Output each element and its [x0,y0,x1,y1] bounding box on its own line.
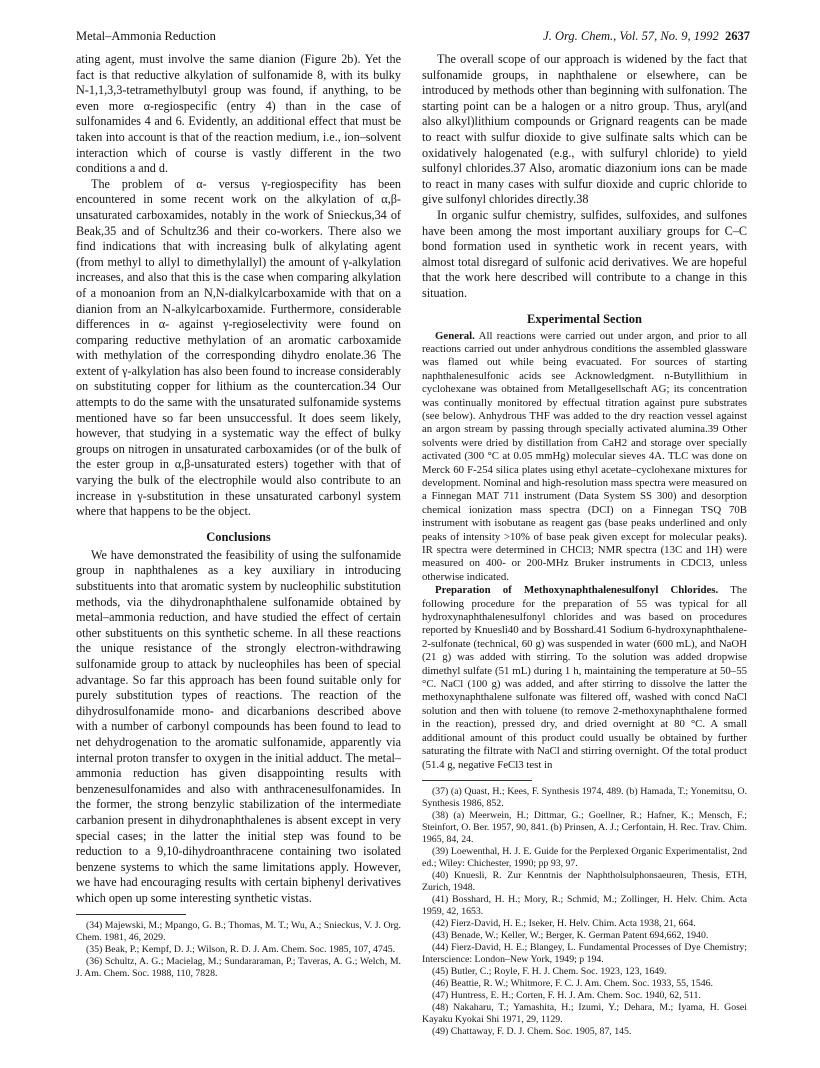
experimental-heading: Experimental Section [527,311,642,326]
footnote: (38) (a) Meerwein, H.; Dittmar, G.; Goellner, R.; Hafner, K.; Mensch, F.; Steinfort, O. Ber. 1957, 90, 841. (b) Prinsen, A. J.; Cerfontain, H. Rec. Trav. Chim. 1965, 84, 24. [422,809,747,845]
footnote: (34) Majewski, M.; Mpango, G. B.; Thomas, M. T.; Wu, A.; Snieckus, V. J. Org. Chem. 1981, 46, 2029. [76,920,401,944]
footnote: (42) Fierz-David, H. E.; Iseker, H. Helv. Chim. Acta 1938, 21, 664. [432,917,696,929]
footnote: (48) Nakaharu, T.; Yamashita, H.; Izumi, Y.; Dehara, M.; Iyama, H. Gosei Kayaku Kyokai Shi 1971, 29, 1129. [422,1001,747,1025]
body-paragraph: The overall scope of our approach is widened by the fact that sulfonamide groups, in naphthalene or elsewhere, can be introduced by methods other than beginning with sulfonation. The starting point can be a halogen or a nitro group. Thus, aryl(and also alkyl)lithium compounds or Grignard reagents can be made to react with sulfur dioxide to give sulfinate salts which can be oxidatively halogenated (e.g., with sulfuryl chloride) to yield sulfonyl chlorides.37 Also, aromatic diazonium ions can be made to react in many cases with sulfur dioxide and cupric chloride to give sulfonyl chlorides directly.38 [422,52,747,207]
right-column [422,52,747,1038]
general-label: General. [435,329,475,342]
general-paragraph [422,330,747,585]
footnote: (46) Beattie, R. W.; Whitmore, F. C. J. Am. Chem. Soc. 1933, 55, 1546. [432,977,713,989]
preparation-label: Preparation of Methoxynaphthalenesulfonyl Chlorides. [435,584,719,597]
footnote: (41) Bosshard, H. H.; Mory, R.; Schmid, M.; Zollinger, H. Helv. Chim. Acta 1959, 42, 1653. [422,893,747,917]
footnote: (49) Chattaway, F. D. J. Chem. Soc. 1905, 87, 145. [432,1025,632,1037]
preparation-text: The following procedure for the preparation of 55 was typical for all hydroxynaphthalenesulfonyl chlorides and was based on procedures reported by Knuesli40 and by Bosshard.41 Sodium 6-hydroxynaphthalene-2-sulfonate (technical, 60 g) was suspended in water (600 mL), and NaOH (21 g) was added with stirring. To the solution was added dropwise dimethyl sulfate (51 mL) during 1 h, maintaining the temperature at 50–55 °C. NaCl (100 g) was added, and after stirring to dissolve the latter the methoxynaphthalene sulfonate was filtered off, washed with concd NaCl solution and then with toluene (to remove 2-methoxynaphthalene formed in the reaction), pressed dry, and dried overnight at 80 °C. A small additional amount of this product could usually be obtained by further saturating the filtrate with NaCl and stirring overnight. Of the total product (51.4 g, negative FeCl3 test in [422,584,747,771]
footnote-divider [422,780,532,781]
footnote: (43) Benade, W.; Keller, W.; Berger, K. German Patent 694,662, 1940. [432,929,709,941]
footnote: (40) Knuesli, R. Zur Kenntnis der Naphtholsulphonsaeuren, Thesis, ETH, Zurich, 1948. [422,869,747,893]
footnote: (36) Schultz, A. G.; Macielag, M.; Sundararaman, P.; Taveras, A. G.; Welch, M. J. Am. Chem. Soc. 1988, 110, 7828. [76,956,401,980]
footnote: (39) Loewenthal, H. J. E. Guide for the Perplexed Organic Experimentalist, 2nd ed.; Wiley: Chichester, 1990; pp 93, 97. [422,845,747,869]
preparation-paragraph [422,584,747,772]
citation-text: J. Org. Chem., Vol. 57, No. 9, 1992 [543,29,719,43]
running-title: Metal–Ammonia Reduction [76,29,216,43]
footnote: (35) Beak, P.; Kempf, D. J.; Wilson, R. D. J. Am. Chem. Soc. 1985, 107, 4745. [86,944,396,956]
general-text: All reactions were carried out under argon, and prior to all reactions carried out under anhydrous conditions the assembled glassware was flamed out while being evacuated. For sources of starting naphthalenesulfonic acids see Acknowledgment. n-Butyllithium in cyclohexane was obtained from Metallgesellschaft AG; its concentration was continually monitored by effectual titration against pure substrates (see below). Anhydrous THF was added to the dry reaction vessel against an argon stream by passing through specially activated alumina.39 Other solvents were dried by distillation from CaH2 and storage over specially activated (300 °C at 0.05 mmHg) molecular sieves 4A. TLC was done on Merck 60 F-254 silica plates using ethyl acetate–cyclohexane mixtures for development. Nominal and high-resolution mass spectra were measured on a Finnegan MAT 711 instrument (Data System SS 300) and desorption chemical ionization mass spectra (DCI) on a Finnegan TSQ 70B instrument with isobutane as reagent gas (base peaks underlined and only peaks of intensity >10% of base peak given except for molecular peaks). IR spectra were determined in CHCl3; NMR spectra (13C and 1H) were measured on 400- or 200-MHz Bruker instruments in CDCl3, unless otherwise indicated. [422,329,747,583]
footnote-divider [76,914,186,915]
footnote: (45) Butler, C.; Royle, F. H. J. Chem. Soc. 1923, 123, 1649. [432,965,667,977]
left-column [76,52,401,980]
body-paragraph: ating agent, must involve the same dianion (Figure 2b). Yet the fact is that reductive alkylation of sulfonamide 8, with its bulky N-1,1,3,3-tetramethylbutyl group was found, if anything, to be even more α-regiospecific (entry 4) than in the case of sulfonamides 4 and 6. Evidently, an additional effect that must be taken into account is that of the reaction medium, i.e., ion–solvent interaction which of course is vastly different in the two conditions a and d. [76,52,401,176]
footnote: (44) Fierz-David, H. E.; Blangey, L. Fundamental Processes of Dye Chemistry; Interscience: London–New York, 1949; p 194. [422,941,747,965]
journal-citation [543,29,750,44]
body-paragraph: In organic sulfur chemistry, sulfides, sulfoxides, and sulfones have been among the most important auxiliary groups for C–C bond formation used in synthetic work in recent years, with almost total disregard of sulfonic acid derivatives. We are hopeful that the work here described will contribute to a change in this situation. [422,207,747,300]
conclusions-heading: Conclusions [206,529,271,544]
page-number: 2637 [725,29,750,43]
body-paragraph: The problem of α- versus γ-regiospecifity has been encountered in some recent work on the alkylation of α,β-unsaturated carboxamides, notably in the work of Snieckus,34 of Beak,35 and of Schultz36 and their co-workers. There also we find indications that with increasing bulk of alkylating agent (from methyl to allyl to dimethylallyl) the amount of γ-alkylation increases, and also that this is the case when comparing alkylation of a monoanion from an N,N-dialkylcarboxamide with that on a dianion from an N-alkylcarboxamide. Furthermore, considerable differences in α- against γ-regioselectivity were found on comparing reductive methylation of an aromatic carboxamide with methylation of the corresponding dihydro enolate.36 The extent of γ-alkylation has also been found to increase considerably on substituting copper for lithium as the countercation.34 Our attempts to do the same with the unsaturated sulfonamide systems mentioned have so far been unsuccessful. It does seem likely, however, that studying in a systematic way the effect of bulky groups on nitrogen in unsaturated carboxamides (or of the bulk of the ester group in α,β-unsaturated esters) together with that of varying the bulk of the electrophile would also contribute to an increase in γ-substitution in these unsaturated carbonyl system where that happens to be the object. [76,176,401,519]
footnote: (37) (a) Quast, H.; Kees, F. Synthesis 1974, 489. (b) Hamada, T.; Yonemitsu, O. Synthesis 1986, 852. [422,785,747,809]
conclusions-paragraph: We have demonstrated the feasibility of using the sulfonamide group in naphthalenes as a key auxiliary in introducing substituents into that aromatic system by nucleophilic substitution methods, via the dihydronaphthalene sulfonamide obtained by metal–ammonia reduction, and have studied the effect of certain other substituents on this synthetic scheme. In all these reactions the unique resistance of the strongly electron-withdrawing sulfonamide group to attack by nucleophiles has been of special advantage. So far this approach has been found suitable only for purely substitution types of reactions. The reaction of the dihydrosulfonamide mono- and dicarbanions described above with a number of carbonyl compounds has been found to lead to net dehydrogenation to the aromatic sulfonamide, apparently via internal proton transfer to oxygen in the initial adduct. The metal–ammonia reduction has given disappointing results with benzenesulfonamides and also with anthracenesulfonamides. In the former, the strong benzylic stabilization of the intermediate carbanion present in dihydronaphthalenes is absent except in very special cases; in the latter the initial step was found to be reduction to a 9,10-dihydroanthracene containing two isolated benzene systems to which the same limitations apply. However, we have had encouraging results with certain biphenyl derivatives which open up some interesting synthetic vistas. [76,547,401,905]
footnote: (47) Huntress, E. H.; Corten, F. H. J. Am. Chem. Soc. 1940, 62, 511. [432,989,701,1001]
